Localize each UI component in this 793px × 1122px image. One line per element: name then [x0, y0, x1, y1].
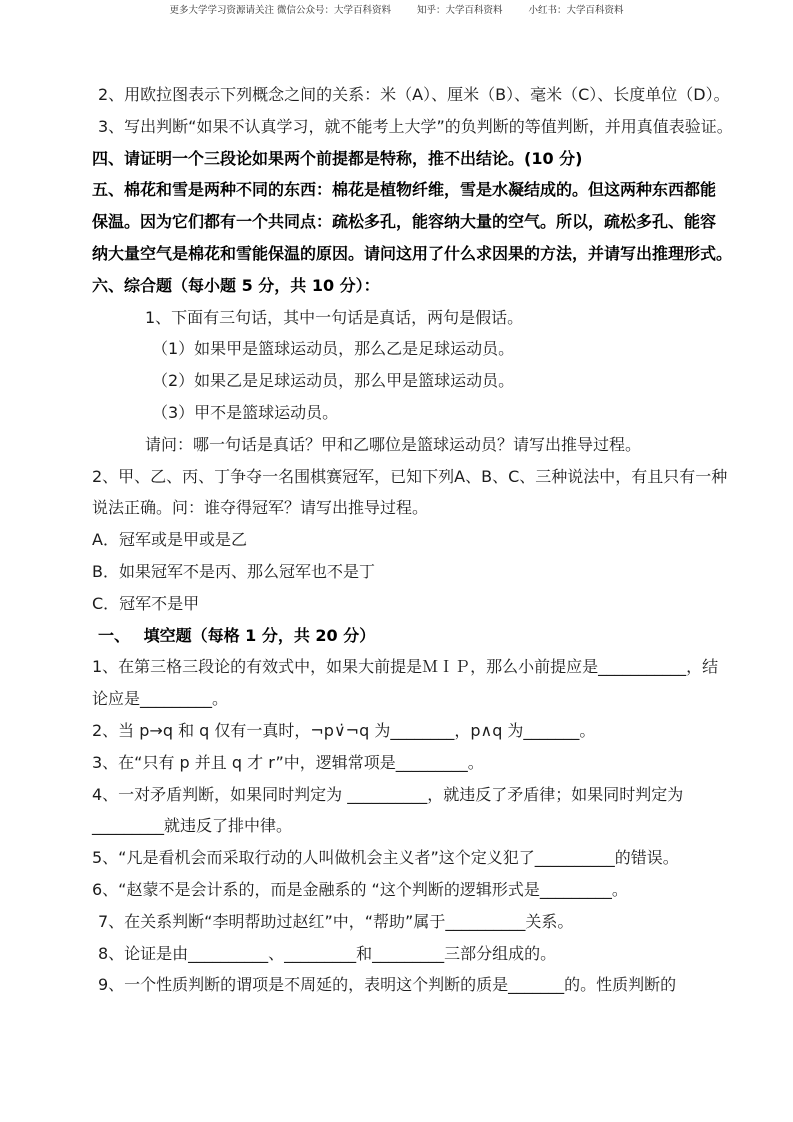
document-line: 保温。因为它们都有一个共同点：疏松多孔，能容纳大量的空气。所以，疏松多孔、能容	[92, 212, 717, 232]
document-line: 2、用欧拉图表示下列概念之间的关系：米（A）、厘米（B）、毫米（C）、长度单位（D）。	[98, 85, 730, 104]
document-line: B．如果冠军不是丙、那么冠军也不是丁	[92, 561, 375, 581]
document-line: C．冠军不是甲	[92, 593, 200, 613]
document-line: 4、一对矛盾判断，如果同时判定为 __________，就违反了矛盾律；如果同时判定为	[92, 784, 684, 804]
document-line: _________就违反了排中律。	[92, 816, 293, 836]
document-line: 3、在“只有 p 并且 q 才 r”中，逻辑常项是_________。	[92, 752, 484, 772]
document-line: （3）甲不是篮球运动员。	[152, 402, 339, 422]
document-line: A．冠军或是甲或是乙	[92, 530, 247, 550]
document-line: 纳大量空气是棉花和雪能保温的原因。请问这用了什么求因果的方法，并请写出推理形式。	[92, 243, 733, 263]
document-line: 5、“凡是看机会而采取行动的人叫做机会主义者”这个定义犯了__________的错误。	[92, 848, 679, 868]
document-line: （2）如果乙是足球运动员，那么甲是篮球运动员。	[152, 371, 515, 391]
document-body	[92, 79, 732, 1001]
document-line: 9、一个性质判断的谓项是不周延的，表明这个判断的质是_______的。性质判断的	[98, 975, 677, 995]
document-line: 1、下面有三句话，其中一句话是真话，两句是假话。	[145, 307, 524, 327]
header-xiaohongshu-note: 小红书：大学百科资料	[528, 5, 624, 16]
document-line: 6、“赵蒙不是会计系的，而是金融系的 “这个判断的逻辑形式是_________。	[92, 879, 628, 899]
document-line: 2、当 p→q 和 q 仅有一真时，¬p∨̇¬q 为________，p∧q 为_______。	[92, 720, 596, 740]
document-line: 7、在关系判断“李明帮助过赵红”中，“帮助”属于__________关系。	[98, 911, 574, 931]
page-header	[0, 4, 793, 18]
document-line: 一、 填空题（每格 1 分，共 20 分）	[98, 625, 376, 645]
document-line: 六、综合题（每小题 5 分，共 10 分）：	[92, 275, 380, 295]
document-line: 3、写出判断“如果不认真学习，就不能考上大学”的负判断的等值判断，并用真值表验证。	[98, 116, 733, 136]
document-line: 2、甲、乙、丙、丁争夺一名围棋赛冠军，已知下列A、B、C、三种说法中，有且只有一种	[92, 466, 728, 486]
document-line: 论应是_________。	[92, 689, 229, 709]
document-line: （1）如果甲是篮球运动员，那么乙是足球运动员。	[152, 339, 515, 359]
document-line: 四、请证明一个三段论如果两个前提都是特称，推不出结论。(10 分)	[92, 148, 583, 168]
header-zhihu-note: 知乎：大学百科资料	[417, 5, 503, 16]
document-line: 五、棉花和雪是两种不同的东西：棉花是植物纤维，雪是水凝结成的。但这两种东西都能	[92, 180, 717, 200]
document-line: 1、在第三格三段论的有效式中，如果大前提是ＭＩＰ，那么小前提应是___________，结	[92, 657, 719, 677]
header-wechat-note: 更多大学学习资源请关注 微信公众号：大学百科资料	[169, 5, 391, 16]
document-line: 说法正确。问：谁夺得冠军？请写出推导过程。	[92, 498, 429, 518]
document-line: 请问：哪一句话是真话？甲和乙哪位是篮球运动员？请写出推导过程。	[145, 434, 642, 454]
document-line: 8、论证是由__________、_________和_________三部分组成的。	[98, 943, 557, 963]
